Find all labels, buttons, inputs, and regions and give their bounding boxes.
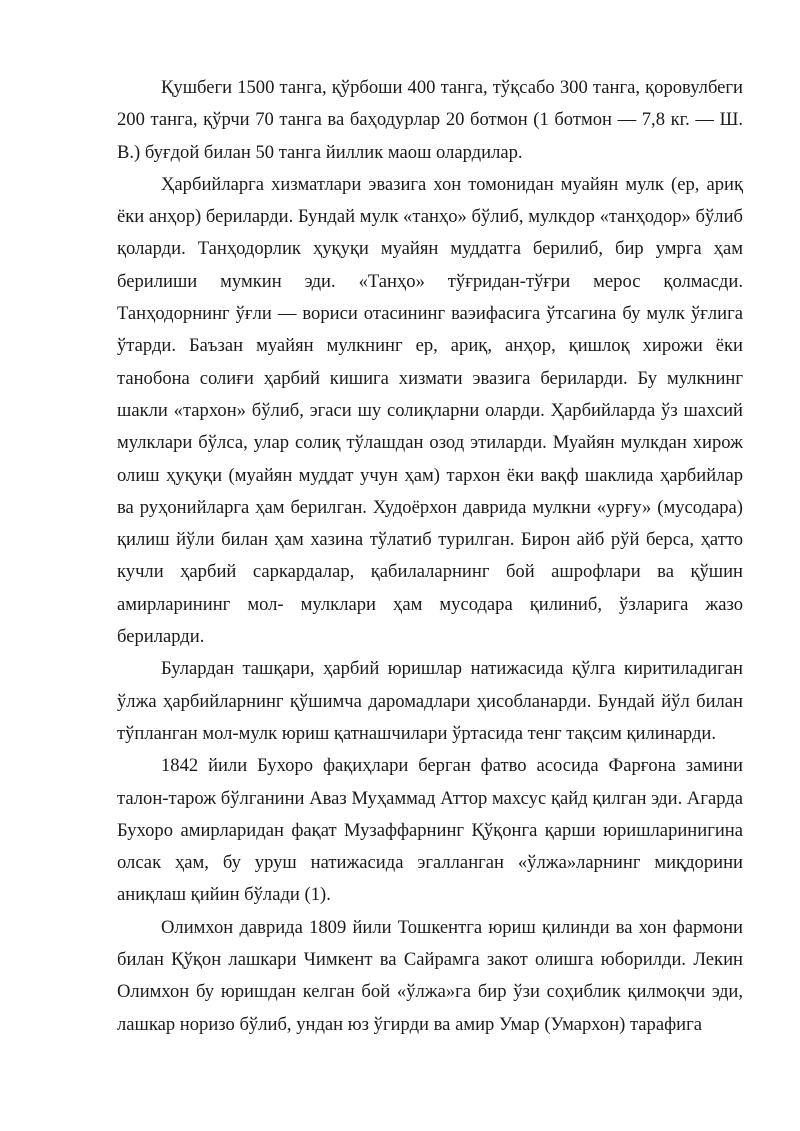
body-text xyxy=(117,72,743,1041)
paragraph-2: Ҳарбийларга хизматлари эвазига хон томонидан муайян мулк (ер, ариқ ёки анҳор) бериларди. Бундай мулк «танҳо» бўлиб, мулкдор «танҳодор» бўлиб қоларди. Танҳодорлик ҳуқуқи муайян муддатга берилиб, бир умрга ҳам берилиши мумкин эди. «Танҳо» тўғридан-тўғри мерос қолмасди. Танҳодорнинг ўғли — вориси отасининг ваэифасига ўтсагина бу мулк ўғлига ўтарди. Баъзан муайян мулкнинг ер, ариқ, анҳор, қишлоқ хирожи ёки танобона солиғи ҳарбий кишига хизмати эвазига бериларди. Бу мулкнинг шакли «тархон» бўлиб, эгаси шу солиқларни оларди. Ҳарбийларда ўз шахсий мулклари бўлса, улар солиқ тўлашдан озод этиларди. Муайян мулкдан хирож олиш ҳуқуқи (муайян муддат учун ҳам) тархон ёки вақф шаклида ҳарбийлар ва руҳонийларга ҳам берилган. Худоёрхон даврида мулкни «урғу» (мусодара) қилиш йўли билан ҳам хазина тўлатиб турилган. Бирон айб рўй берса, ҳатто кучли ҳарбий саркардалар, қабилаларнинг бой ашрофлари ва қўшин амирларининг мол- мулклари ҳам мусодара қилиниб, ўзларига жазо бериларди. xyxy=(117,173,743,648)
paragraph-3: Булардан ташқари, ҳарбий юришлар натижасида қўлга киритиладиган ўлжа ҳарбийларнинг қўшимча даромадлари ҳисобланарди. Бундай йўл билан тўпланган мол-мулк юриш қатнашчилари ўртасида тенг тақсим қилинарди. xyxy=(117,658,743,744)
paragraph-5: Олимхон даврида 1809 йили Тошкентга юриш қилинди ва хон фармони билан Қўқон лашкари Чимкент ва Сайрамга закот олишга юборилди. Лекин Олимхон бу юришдан келган бой «ўлжа»га бир ўзи соҳиблик қилмоқчи эди, лашкар норизо бўлиб, ундан юз ўгирди ва амир Умар (Умархон) тарафига xyxy=(117,916,743,1035)
paragraph-4: 1842 йили Бухоро фақиҳлари берган фатво асосида Фарғона замини талон-тарож бўлганини Аваз Муҳаммад Аттор махсус қайд қилган эди. Агарда Бухоро амирларидан фақат Музаффарнинг Қўқонга қарши юришларинигина олсак ҳам, бу уруш натижасида эгалланган «ўлжа»ларнинг миқдорини аниқлаш қийин бўлади (1). xyxy=(117,755,743,906)
paragraph-1: Қушбеги 1500 танга, қўрбоши 400 танга, тўқсабо 300 танга, қоровулбеги 200 танга, қўрчи 70 танга ва баҳодурлар 20 ботмон (1 ботмон — 7,8 кг. — Ш. В.) буғдой билан 50 танга йиллик маош олардилар. xyxy=(117,77,743,163)
